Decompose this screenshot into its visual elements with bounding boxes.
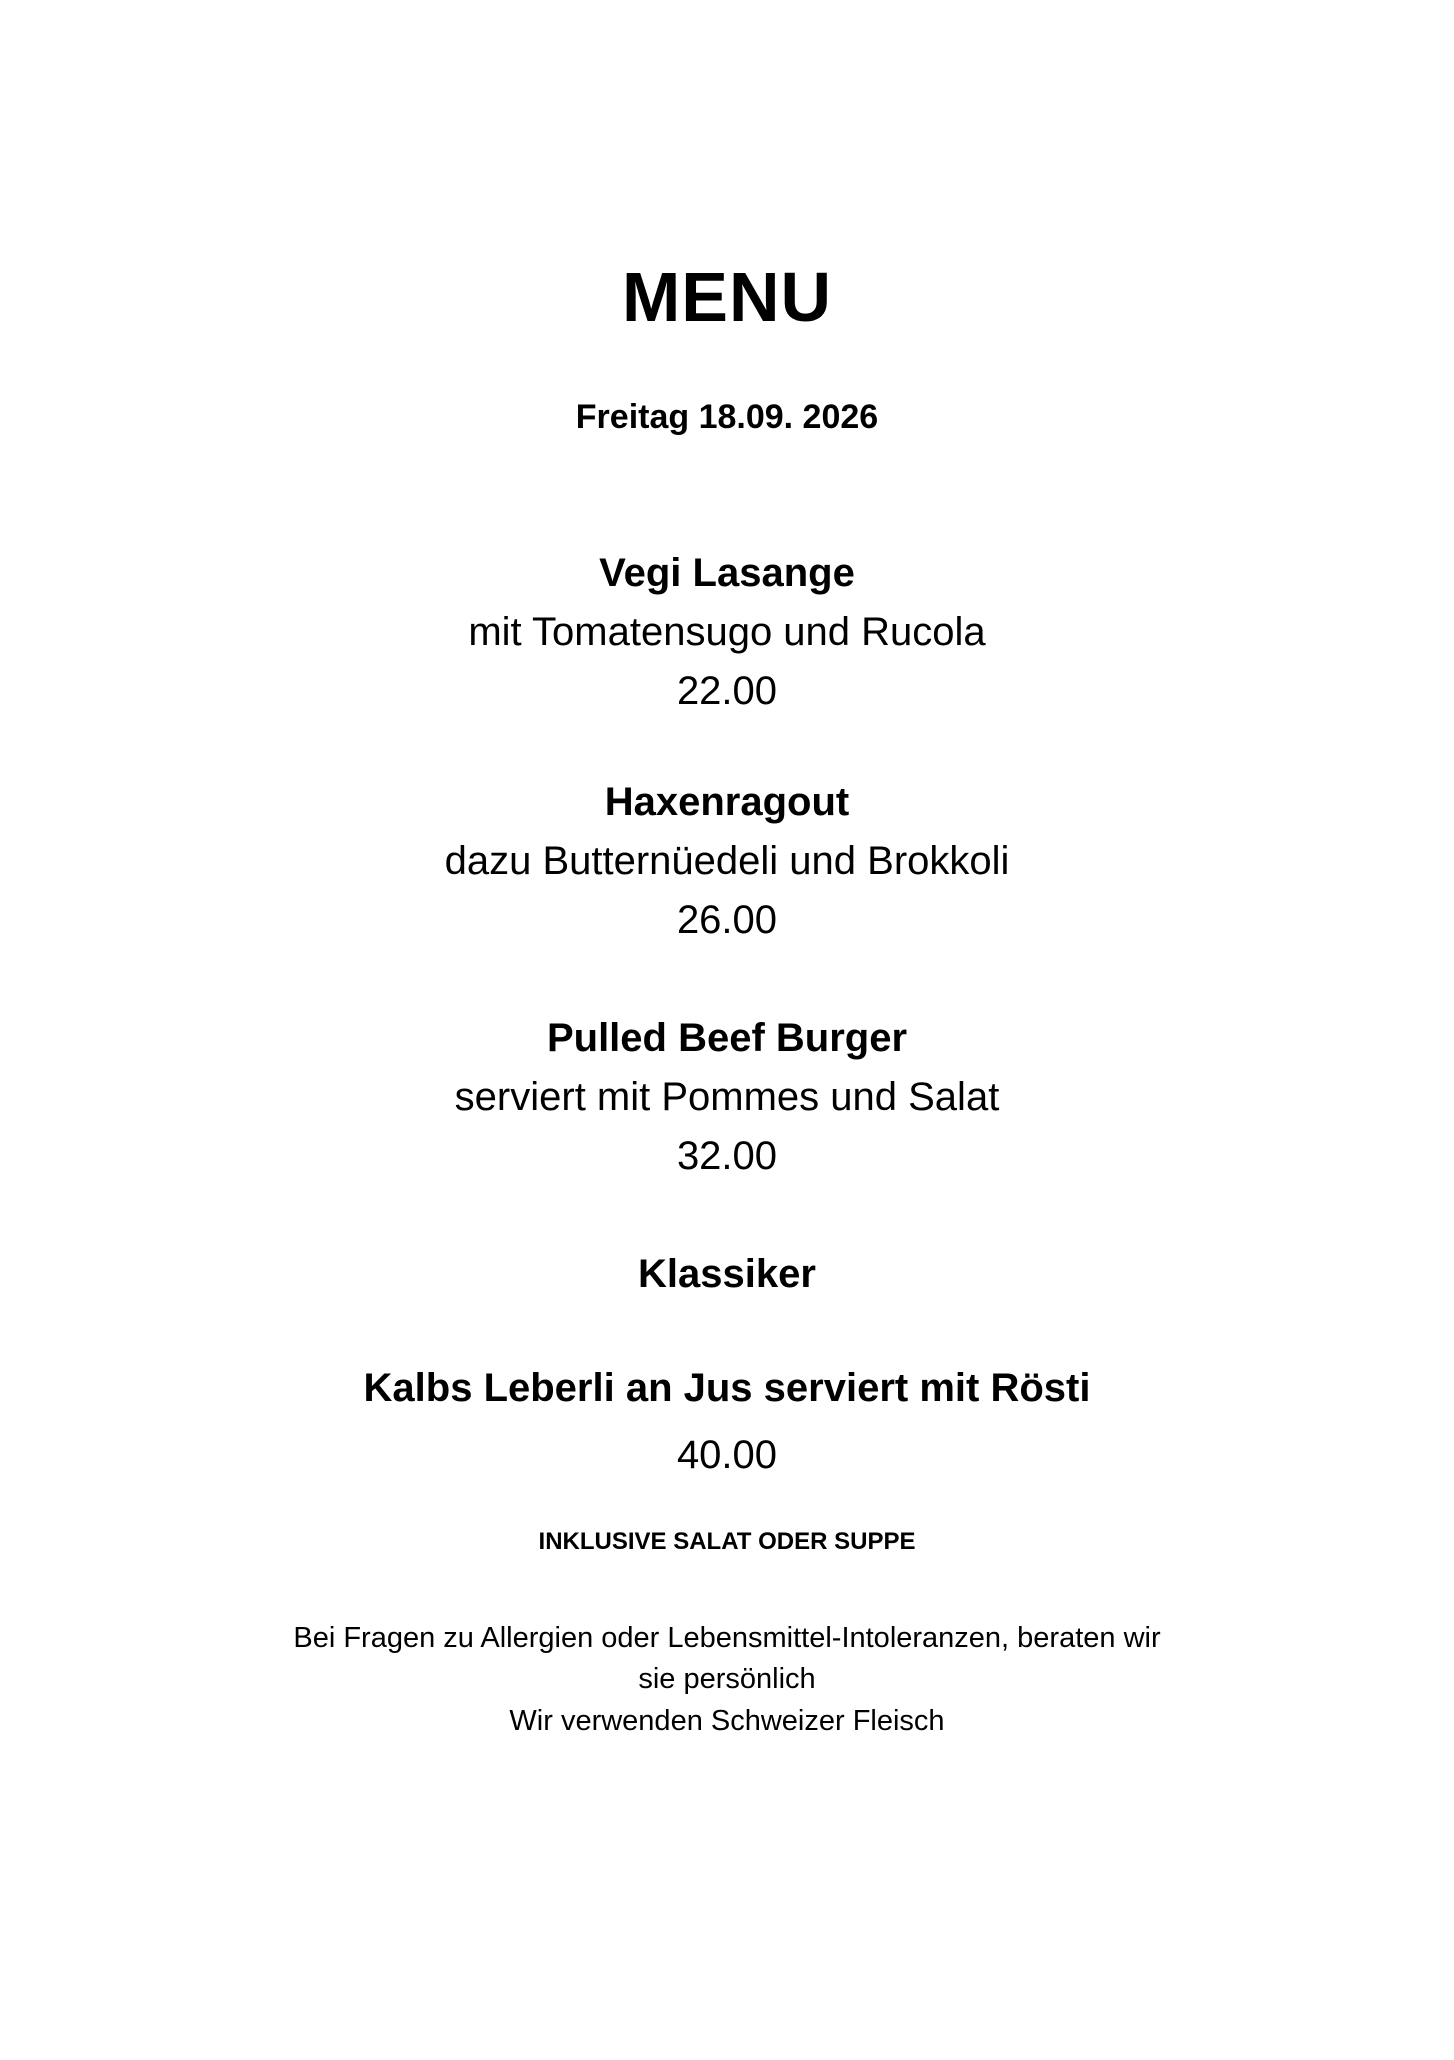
dish-description: dazu Butternüedeli und Brokkoli	[444, 839, 1010, 883]
menu-title: MENU	[621, 258, 833, 336]
included-note: INKLUSIVE SALAT ODER SUPPE	[538, 1528, 916, 1555]
dish-price: 22.00	[676, 669, 778, 713]
dish-description: serviert mit Pommes und Salat	[454, 1075, 1000, 1119]
footer-allergy-line: Bei Fragen zu Allergien oder Lebensmittel-Intoleranzen, beraten wir	[293, 1622, 1161, 1654]
footer-allergy-line-continued: sie persönlich	[638, 1663, 816, 1695]
classic-section-title: Klassiker	[638, 1252, 816, 1296]
menu-date: Freitag 18.09. 2026	[575, 398, 879, 436]
dish-name: Vegi Lasange	[599, 551, 855, 595]
dish-price: 32.00	[676, 1134, 778, 1178]
footer-meat-origin: Wir verwenden Schweizer Fleisch	[509, 1705, 945, 1737]
dish-price: 26.00	[676, 898, 778, 942]
dish-name: Haxenragout	[604, 780, 850, 824]
classic-dish-price: 40.00	[676, 1433, 778, 1477]
dish-description: mit Tomatensugo und Rucola	[468, 610, 986, 654]
classic-dish-name: Kalbs Leberli an Jus serviert mit Rösti	[363, 1366, 1091, 1410]
dish-name: Pulled Beef Burger	[546, 1016, 908, 1060]
